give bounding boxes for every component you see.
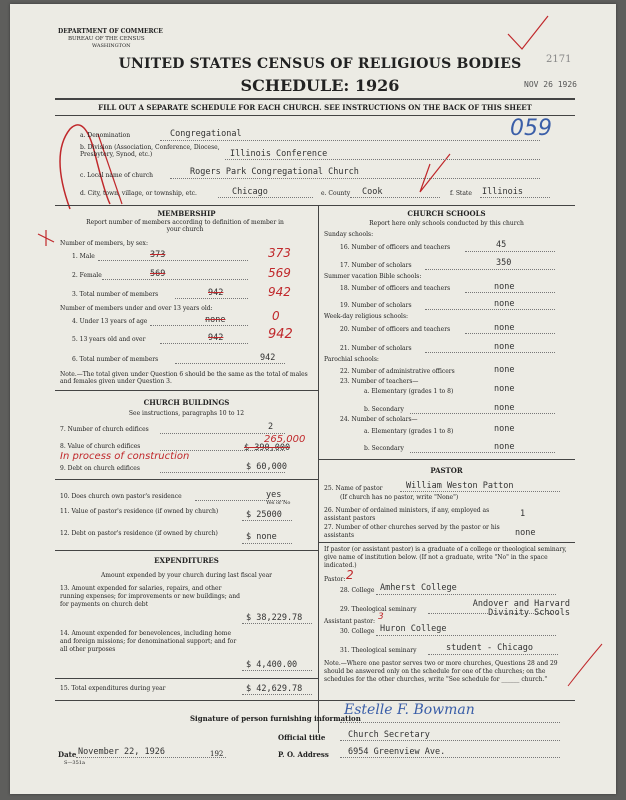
county-value: Cook bbox=[362, 187, 383, 197]
stamp-number: 2171 bbox=[546, 54, 572, 65]
q1-typed-value: 373 bbox=[150, 250, 166, 260]
signature: Estelle F. Bowman bbox=[344, 702, 475, 718]
q23a-label: a. Elementary (grades 1 to 8) bbox=[364, 388, 454, 395]
q11-label: 11. Value of pastor's residence (if owned by church) bbox=[60, 508, 219, 515]
q23b-value: none bbox=[494, 403, 515, 413]
address-value: 6954 Greenview Ave. bbox=[348, 747, 446, 757]
instructions-line: FILL OUT A SEPARATE SCHEDULE FOR EACH CHURCH. SEE INSTRUCTIONS ON THE BACK OF THIS SHEET bbox=[98, 103, 532, 112]
q4-label: 4. Under 13 years of age bbox=[72, 318, 148, 325]
county-label: e. County bbox=[321, 190, 351, 197]
buildings-subheading: See instructions, paragraphs 10 to 12 bbox=[128, 410, 245, 417]
q24b-label: b. Secondary bbox=[364, 445, 404, 452]
q13-value: $ 38,229.78 bbox=[246, 613, 303, 623]
division-label: b. Division (Association, Conference, Diocese, Presbytery, Synod, etc.) bbox=[80, 144, 220, 158]
department-label: DEPARTMENT OF COMMERCE bbox=[58, 28, 163, 35]
form-title: UNITED STATES CENSUS OF RELIGIOUS BODIES bbox=[118, 56, 522, 72]
q2-typed-value: 569 bbox=[150, 269, 166, 279]
bureau-label: BUREAU OF THE CENSUS bbox=[68, 36, 145, 42]
q24-label: 24. Number of scholars— bbox=[340, 416, 418, 423]
year-suffix: 192 bbox=[210, 750, 224, 758]
buildings-heading: CHURCH BUILDINGS bbox=[143, 398, 230, 407]
graduate-instructions: If pastor (or assistant pastor) is a graduate of a college or theological seminary, give name of institution below. (If not a graduate, write "No" in the space indicated.) bbox=[324, 546, 567, 569]
schools-heading: CHURCH SCHOOLS bbox=[407, 209, 486, 218]
q4-handwritten-value: 0 bbox=[272, 309, 280, 323]
q23b-label: b. Secondary bbox=[364, 406, 404, 413]
q29-label: 29. Theological seminary bbox=[340, 606, 417, 613]
q2-handwritten-value: 569 bbox=[268, 266, 291, 280]
q11-value: $ 25000 bbox=[246, 510, 282, 520]
official-title-value: Church Secretary bbox=[348, 730, 430, 740]
q16-label: 16. Number of officers and teachers bbox=[340, 244, 451, 251]
q5-label: 5. 13 years old and over bbox=[72, 336, 146, 343]
q2-label: 2. Female bbox=[72, 272, 102, 279]
received-date-stamp: NOV 26 1926 bbox=[524, 80, 577, 89]
census-schedule-sheet bbox=[10, 4, 616, 794]
schools-subheading: Report here only schools conducted by this church bbox=[369, 220, 524, 227]
q26-label: 26. Number of ordained ministers, if any, employed as assistant pastors bbox=[324, 507, 490, 522]
weekday-schools-label: Week-day religious schools: bbox=[324, 313, 409, 320]
pastor-note: Note.—Where one pastor serves two or more churches, Questions 28 and 29 should be answered only on the schedule for one of the churches; on the schedules for the other churches, write "See schedule for ______ church." bbox=[324, 660, 558, 683]
q22-value: none bbox=[494, 365, 515, 375]
q18-value: none bbox=[494, 282, 515, 292]
q25-value: William Weston Patton bbox=[406, 481, 514, 491]
q23-label: 23. Number of teachers— bbox=[340, 378, 419, 385]
summer-schools-label: Summer vacation Bible schools: bbox=[324, 273, 422, 280]
membership-note: Note.—The total given under Question 6 should be the same as the total of males and females given under Question 3. bbox=[60, 371, 308, 385]
q7-value: 2 bbox=[268, 422, 274, 432]
church-name-label: c. Local name of church bbox=[80, 172, 154, 179]
q25-label: 25. Name of pastor bbox=[324, 485, 383, 492]
q21-value: none bbox=[494, 342, 515, 352]
q3-handwritten-value: 942 bbox=[268, 285, 291, 299]
pastor-label: Pastor: bbox=[324, 576, 346, 583]
q31-label: 31. Theological seminary bbox=[340, 647, 417, 654]
q5-typed-value: 942 bbox=[208, 333, 224, 343]
q19-value: none bbox=[494, 299, 515, 309]
q8-label: 8. Value of church edifices bbox=[60, 443, 141, 450]
q24a-value: none bbox=[494, 424, 515, 434]
q1-label: 1. Male bbox=[72, 253, 95, 260]
q17-value: 350 bbox=[496, 258, 512, 268]
date-label: Date bbox=[58, 750, 77, 759]
date-value: November 22, 1926 bbox=[78, 747, 165, 757]
q10-value: yes bbox=[266, 490, 282, 500]
q25-hint: (If church has no pastor, write "None") bbox=[340, 494, 459, 501]
division-value: Illinois Conference bbox=[230, 149, 328, 159]
form-schedule-year: SCHEDULE: 1926 bbox=[240, 76, 400, 95]
q30-value: Huron College bbox=[380, 624, 447, 634]
q27-label: 27. Number of other churches served by the pastor or his assistants bbox=[324, 524, 500, 539]
q8-typed-value: $ 390,000 bbox=[244, 443, 291, 453]
pastor-handwritten-mark: 2 bbox=[346, 568, 354, 582]
members-by-sex-label: Number of members, by sex: bbox=[60, 240, 148, 247]
q4-typed-value: none bbox=[205, 315, 226, 325]
q6-label: 6. Total number of members bbox=[72, 356, 159, 363]
city-label: d. City, town, village, or township, etc. bbox=[80, 190, 197, 197]
assistant-handwritten-mark: 3 bbox=[378, 612, 384, 622]
q28-label: 28. College bbox=[340, 587, 375, 594]
city-value: Chicago bbox=[232, 187, 268, 197]
church-name-value: Rogers Park Congregational Church bbox=[190, 167, 359, 177]
q6-value: 942 bbox=[260, 353, 276, 363]
q9-label: 9. Debt on church edifices bbox=[60, 465, 140, 472]
official-title-label: Official title bbox=[278, 733, 326, 742]
q12-value: $ none bbox=[246, 532, 277, 542]
q30-label: 30. College bbox=[340, 628, 375, 635]
q3-typed-value: 942 bbox=[208, 288, 224, 298]
q29-value: Andover and Harvard Divinity Schools bbox=[472, 599, 570, 618]
q14-label: 14. Amount expended for benevolences, including home and foreign missions; for denominational support; and for all other purposes bbox=[60, 630, 237, 653]
members-by-age-label: Number of members under and over 13 years old: bbox=[60, 305, 213, 312]
yes-no-hint: Yes or No bbox=[266, 500, 291, 506]
q20-label: 20. Number of officers and teachers bbox=[340, 326, 451, 333]
q3-label: 3. Total number of members bbox=[72, 291, 159, 298]
q27-value: none bbox=[515, 528, 536, 538]
city-label: WASHINGTON bbox=[92, 43, 131, 49]
q20-value: none bbox=[494, 323, 515, 333]
q9-value: $ 60,000 bbox=[246, 462, 287, 472]
red-cross-mark bbox=[38, 230, 54, 246]
q15-value: $ 42,629.78 bbox=[246, 684, 303, 694]
q13-label: 13. Amount expended for salaries, repairs, and other running expenses; for improvements or new buildings; and for payments on church debt bbox=[60, 585, 240, 608]
q22-label: 22. Number of administrative officers bbox=[340, 368, 455, 375]
q8-handwritten-value: 265,000 bbox=[264, 434, 306, 445]
q1-handwritten-value: 373 bbox=[268, 246, 291, 260]
q21-label: 21. Number of scholars bbox=[340, 345, 412, 352]
q12-label: 12. Debt on pastor's residence (if owned by church) bbox=[60, 530, 218, 537]
sunday-schools-label: Sunday schools: bbox=[324, 231, 374, 238]
denomination-label: a. Denomination bbox=[80, 132, 131, 139]
q28-value: Amherst College bbox=[380, 583, 457, 593]
q7-label: 7. Number of church edifices bbox=[60, 426, 149, 433]
file-number-annotation: 059 bbox=[510, 116, 552, 141]
membership-subheading: Report number of members according to definition of member in your church bbox=[86, 219, 284, 233]
q26-value: 1 bbox=[520, 509, 526, 519]
q31-value: student - Chicago bbox=[446, 643, 533, 653]
expenditures-subheading: Amount expended by your church during last fiscal year bbox=[100, 572, 273, 579]
address-label: P. O. Address bbox=[278, 750, 329, 759]
parochial-schools-label: Parochial schools: bbox=[324, 356, 379, 363]
q5-handwritten-value: 942 bbox=[268, 327, 293, 342]
q17-label: 17. Number of scholars bbox=[340, 262, 412, 269]
q24b-value: none bbox=[494, 442, 515, 452]
red-check-mark bbox=[508, 16, 548, 49]
form-number: S—351a bbox=[64, 760, 85, 766]
construction-note: In process of construction bbox=[60, 451, 190, 462]
q19-label: 19. Number of scholars bbox=[340, 302, 412, 309]
q10-label: 10. Does church own pastor's residence bbox=[60, 493, 182, 500]
state-label: f. State bbox=[450, 190, 472, 197]
q23a-value: none bbox=[494, 384, 515, 394]
q14-value: $ 4,400.00 bbox=[246, 660, 298, 670]
pastor-heading: PASTOR bbox=[430, 466, 463, 475]
signature-label: Signature of person furnishing information bbox=[190, 714, 361, 723]
denomination-value: Congregational bbox=[170, 129, 242, 139]
state-value: Illinois bbox=[482, 187, 523, 197]
assistant-pastor-label: Assistant pastor: bbox=[324, 618, 376, 625]
q18-label: 18. Number of officers and teachers bbox=[340, 285, 451, 292]
q15-label: 15. Total expenditures during year bbox=[60, 685, 166, 692]
expenditures-heading: EXPENDITURES bbox=[154, 556, 219, 565]
membership-heading: MEMBERSHIP bbox=[157, 209, 216, 218]
q16-value: 45 bbox=[496, 240, 507, 250]
q24a-label: a. Elementary (grades 1 to 8) bbox=[364, 428, 454, 435]
